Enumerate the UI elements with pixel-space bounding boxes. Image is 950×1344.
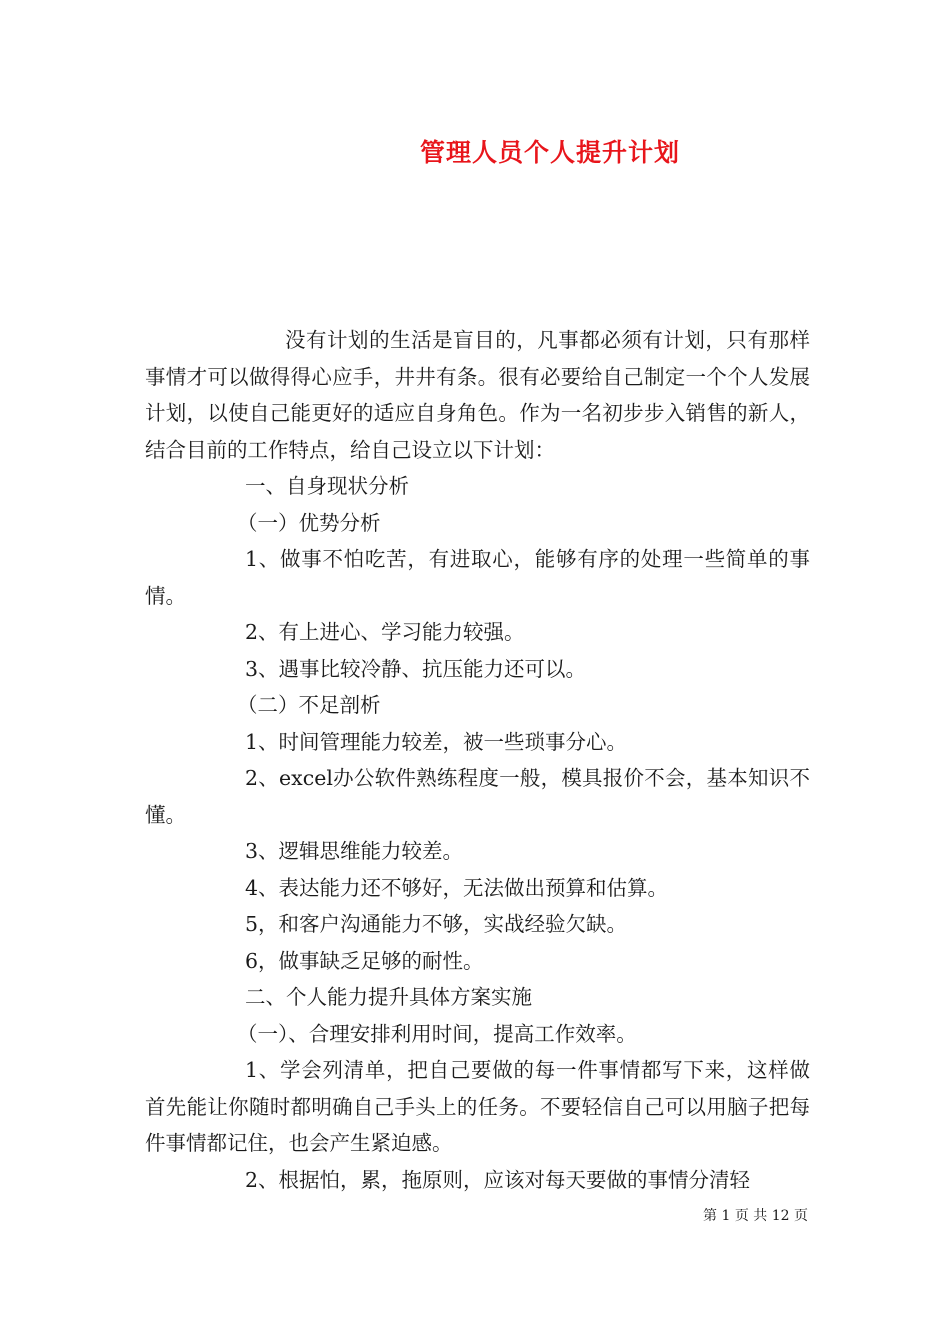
subsection-heading-3: （一）、合理安排利用时间，提高工作效率。 xyxy=(237,1021,637,1046)
document-body xyxy=(145,322,810,1198)
document-title: 管理人员个人提升计划 xyxy=(419,138,680,167)
list-item: 1、学会列清单，把自己要做的每一件事情都写下来，这样做首先能让你随时都明确自己手头上的任务。不要轻信自己可以用脑子把每件事情都记住，也会产生紧迫感。 xyxy=(145,1058,810,1155)
list-item: 2、有上进心、学习能力较强。 xyxy=(245,620,525,644)
list-item: 2、根据怕，累，拖原则，应该对每天要做的事情分清轻 xyxy=(245,1167,751,1192)
list-item: 4、表达能力还不够好，无法做出预算和估算。 xyxy=(245,875,669,900)
list-item: 3、逻辑思维能力较差。 xyxy=(245,839,464,863)
list-item: 6，做事缺乏足够的耐性。 xyxy=(245,948,484,973)
section-heading-2: 二、个人能力提升具体方案实施 xyxy=(245,985,532,1009)
page-number-footer: 第 1 页 共 12 页 xyxy=(703,1208,808,1224)
subsection-heading-1: （一）优势分析 xyxy=(237,510,381,535)
list-item: 1、做事不怕吃苦，有进取心，能够有序的处理一些简单的事情。 xyxy=(145,547,810,608)
list-item: 1、时间管理能力较差，被一些琐事分心。 xyxy=(245,729,628,754)
intro-paragraph: 没有计划的生活是盲目的，凡事都必须有计划，只有那样事情才可以做得得心应手，井井有条。很有必要给自己制定一个个人发展计划，以使自己能更好的适应自身角色。作为一名初步步入销售的新人，结合目前的工作特点，给自己设立以下计划： xyxy=(145,328,810,462)
list-item: 3、遇事比较冷静、抗压能力还可以。 xyxy=(245,656,587,681)
list-item: 5，和客户沟通能力不够，实战经验欠缺。 xyxy=(245,912,628,936)
list-item: 2、excel办公软件熟练程度一般，模具报价不会，基本知识不懂。 xyxy=(145,766,810,827)
subsection-heading-2: （二）不足剖析 xyxy=(237,693,381,717)
section-heading-1: 一、自身现状分析 xyxy=(245,474,409,498)
